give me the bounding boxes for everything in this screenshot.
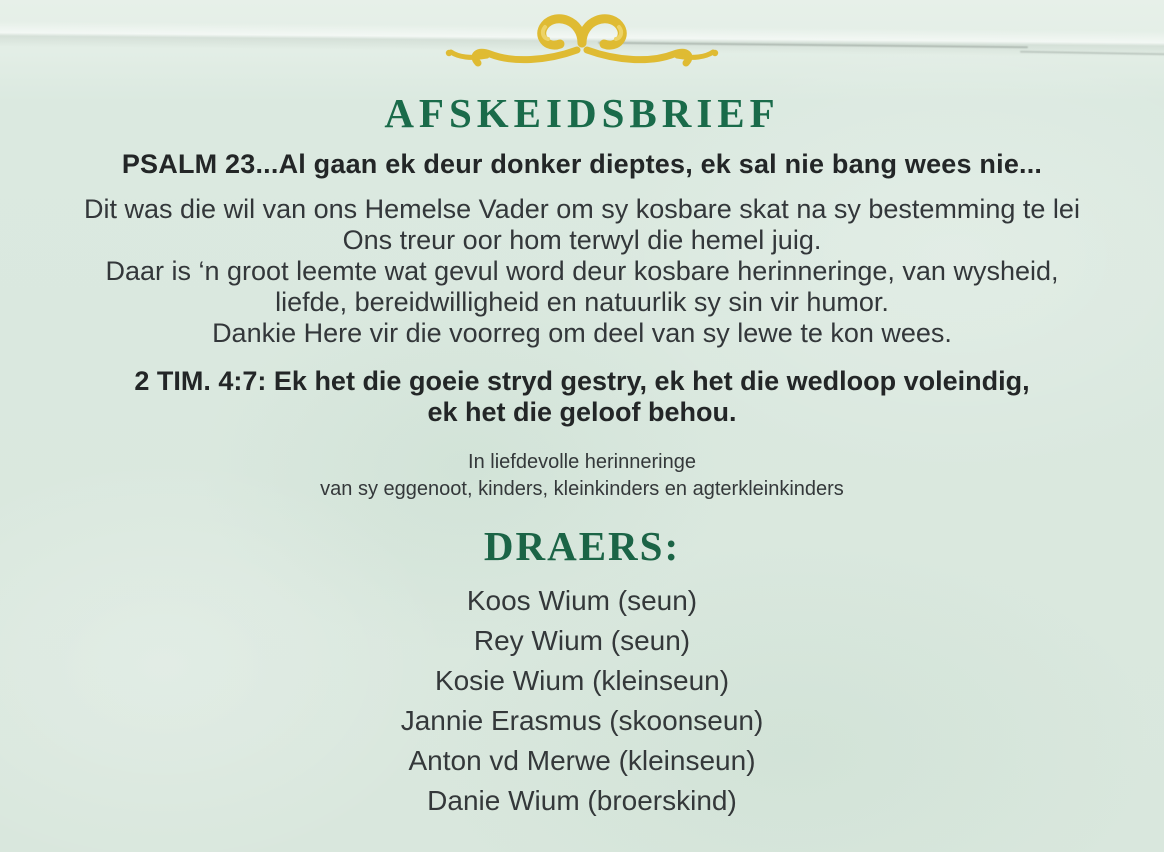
bearer-list — [0, 581, 1164, 821]
memorial-line: In liefdevolle herinneringe — [468, 451, 696, 473]
timothy-line: ek het die geloof behou. — [427, 397, 737, 427]
psalm-verse: PSALM 23...Al gaan ek deur donker dieptes, ek sal nie bang wees nie... — [121, 149, 1043, 179]
bearer-name: Danie Wium (broerskind) — [427, 785, 737, 816]
bearer-name: Koos Wium (seun) — [466, 585, 698, 616]
tribute-line: Dankie Here vir die voorreg om deel van sy lewe te kon wees. — [212, 318, 952, 348]
timothy-line: 2 TIM. 4:7: Ek het die goeie stryd gestry, ek het die wedloop voleindig, — [134, 366, 1030, 396]
timothy-verse — [0, 366, 1164, 428]
tribute-paragraph — [0, 194, 1164, 349]
bearer-name: Jannie Erasmus (skoonseun) — [400, 705, 764, 736]
bearer-name: Anton vd Merwe (kleinseun) — [408, 745, 756, 776]
tribute-line: Ons treur oor hom terwyl die hemel juig. — [342, 225, 822, 255]
tribute-line: liefde, bereidwilligheid en natuurlik sy sin vir humor. — [275, 287, 889, 317]
page-title: AFSKEIDSBRIEF — [384, 90, 780, 136]
document-content — [0, 6, 1164, 852]
memorial-line: van sy eggenoot, kinders, kleinkinders en agterkleinkinders — [320, 478, 844, 500]
bearer-name: Kosie Wium (kleinseun) — [434, 665, 730, 696]
bearers-heading: DRAERS: — [483, 523, 681, 569]
gold-flourish-icon — [0, 6, 1164, 66]
bearer-name: Rey Wium (seun) — [473, 625, 691, 656]
memorial-note — [0, 449, 1164, 503]
tribute-line: Daar is ‘n groot leemte wat gevul word deur kosbare herinneringe, van wysheid, — [105, 256, 1059, 286]
tribute-line: Dit was die wil van ons Hemelse Vader om sy kosbare skat na sy bestemming te lei — [84, 194, 1080, 224]
